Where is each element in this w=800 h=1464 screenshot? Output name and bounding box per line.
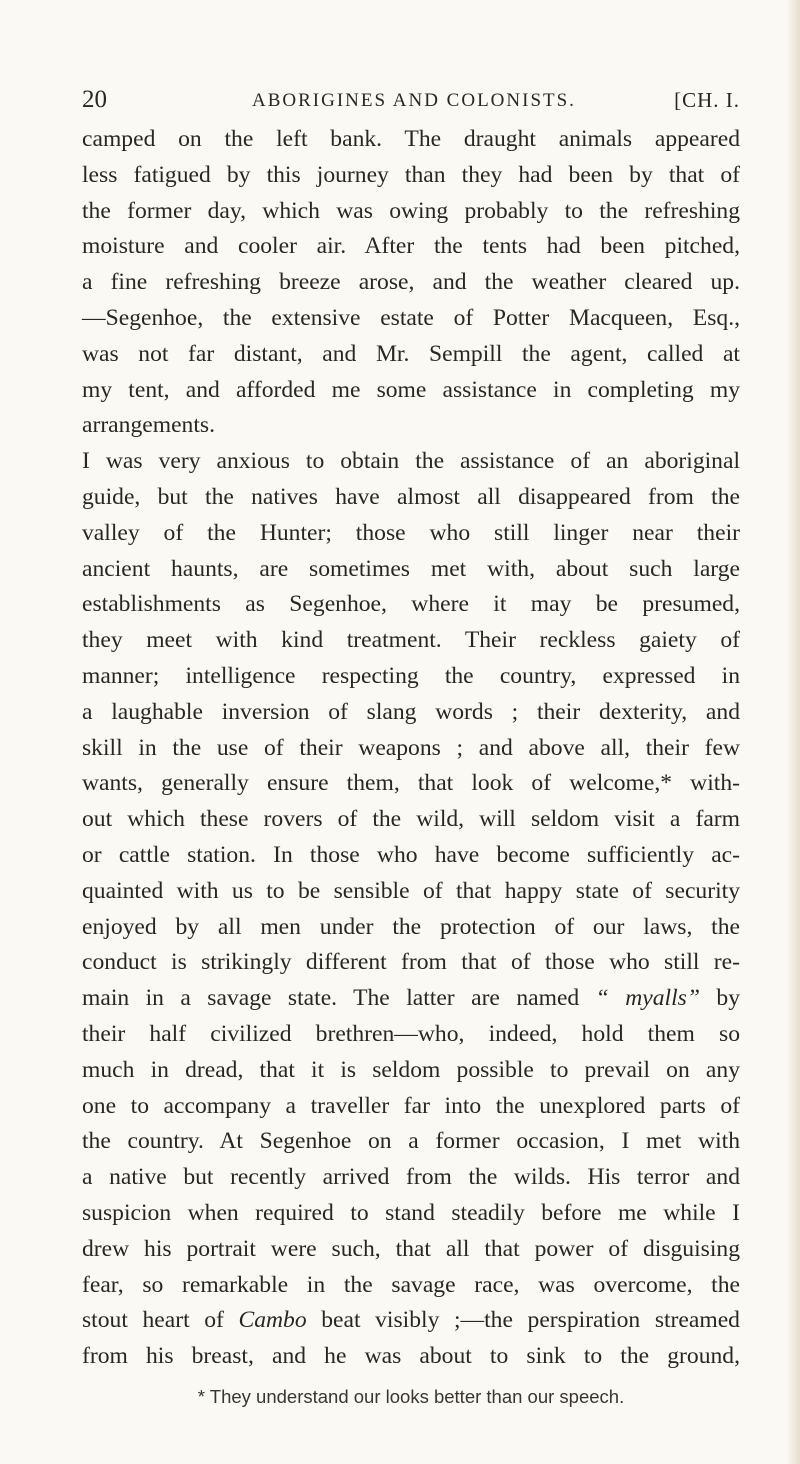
page-number: 20 xyxy=(82,86,107,113)
text-line: my tent, and afforded me some assistance in completing my xyxy=(82,376,740,403)
text-line: from his breast, and he was about to sink to the ground, xyxy=(82,1343,740,1370)
italic-term-myalls: “ myalls” xyxy=(595,985,700,1012)
text-line: one to accompany a traveller far into the unexplored parts of xyxy=(82,1092,740,1119)
body-text xyxy=(82,122,740,1375)
text-line: drew his portrait were such, that all that power of disguising xyxy=(82,1235,740,1262)
text-line: the country. At Segenhoe on a former occasion, I met with xyxy=(82,1128,740,1155)
text-line: I was very anxious to obtain the assistance of an aboriginal xyxy=(82,448,740,475)
text-line: establishments as Segenhoe, where it may be presumed, xyxy=(82,591,740,618)
text-line: camped on the left bank. The draught animals appeared xyxy=(82,126,740,152)
text-line: was not far distant, and Mr. Sempill the agent, called at xyxy=(82,340,740,367)
text-line: suspicion when required to stand steadily before me while I xyxy=(82,1199,740,1226)
text-line: fear, so remarkable in the savage race, was overcome, the xyxy=(82,1271,740,1298)
text-line: a laughable inversion of slang words ; their dexterity, and xyxy=(82,698,740,725)
text-line: skill in the use of their weapons ; and above all, their few xyxy=(82,734,740,761)
text-segment: stout heart of xyxy=(82,1307,224,1334)
text-line: moisture and cooler air. After the tents had been pitched, xyxy=(82,233,740,260)
text-segment: by xyxy=(716,985,740,1012)
text-line: their half civilized brethren—who, indeed, hold them so xyxy=(82,1020,740,1047)
text-line: —Segenhoe, the extensive estate of Potter Macqueen, Esq., xyxy=(82,304,740,331)
text-line: the former day, which was owing probably to the refreshing xyxy=(82,197,740,224)
page-edge-shadow xyxy=(786,0,800,1464)
text-line: a fine refreshing breeze arose, and the weather cleared up. xyxy=(82,269,740,296)
text-line: manner; intelligence respecting the country, expressed in xyxy=(82,662,740,689)
text-line: valley of the Hunter; those who still linger near their xyxy=(82,519,740,546)
italic-name-cambo: Cambo xyxy=(238,1307,307,1334)
text-line: wants, generally ensure them, that look of welcome,* with- xyxy=(82,770,740,797)
text-line: quainted with us to be sensible of that happy state of security xyxy=(82,877,740,904)
text-segment: beat visibly ;—the perspiration streamed xyxy=(321,1307,740,1334)
text-line: or cattle station. In those who have become sufficiently ac- xyxy=(82,841,740,868)
text-line: ancient haunts, are sometimes met with, about such large xyxy=(82,555,740,582)
text-line: guide, but the natives have almost all disappeared from the xyxy=(82,483,740,510)
text-line: arrangements. xyxy=(82,412,215,439)
chapter-marker: [CH. I. xyxy=(674,88,740,112)
text-line: enjoyed by all men under the protection of our laws, the xyxy=(82,913,740,940)
footnote: * They understand our looks better than our speech. xyxy=(197,1386,625,1407)
text-line: out which these rovers of the wild, will seldom visit a farm xyxy=(82,806,740,833)
text-line xyxy=(82,1303,740,1339)
running-header xyxy=(82,86,740,116)
running-title: ABORIGINES AND COLONISTS. xyxy=(252,90,576,111)
text-line xyxy=(82,981,740,1017)
text-line: a native but recently arrived from the wilds. His terror and xyxy=(82,1164,740,1191)
text-segment: main in a savage state. The latter are named xyxy=(82,985,580,1012)
text-line: they meet with kind treatment. Their reckless gaiety of xyxy=(82,627,740,654)
text-line: conduct is strikingly different from that of those who still re- xyxy=(82,949,740,976)
text-line: less fatigued by this journey than they had been by that of xyxy=(82,161,740,188)
text-line: much in dread, that it is seldom possible to prevail on any xyxy=(82,1056,740,1083)
